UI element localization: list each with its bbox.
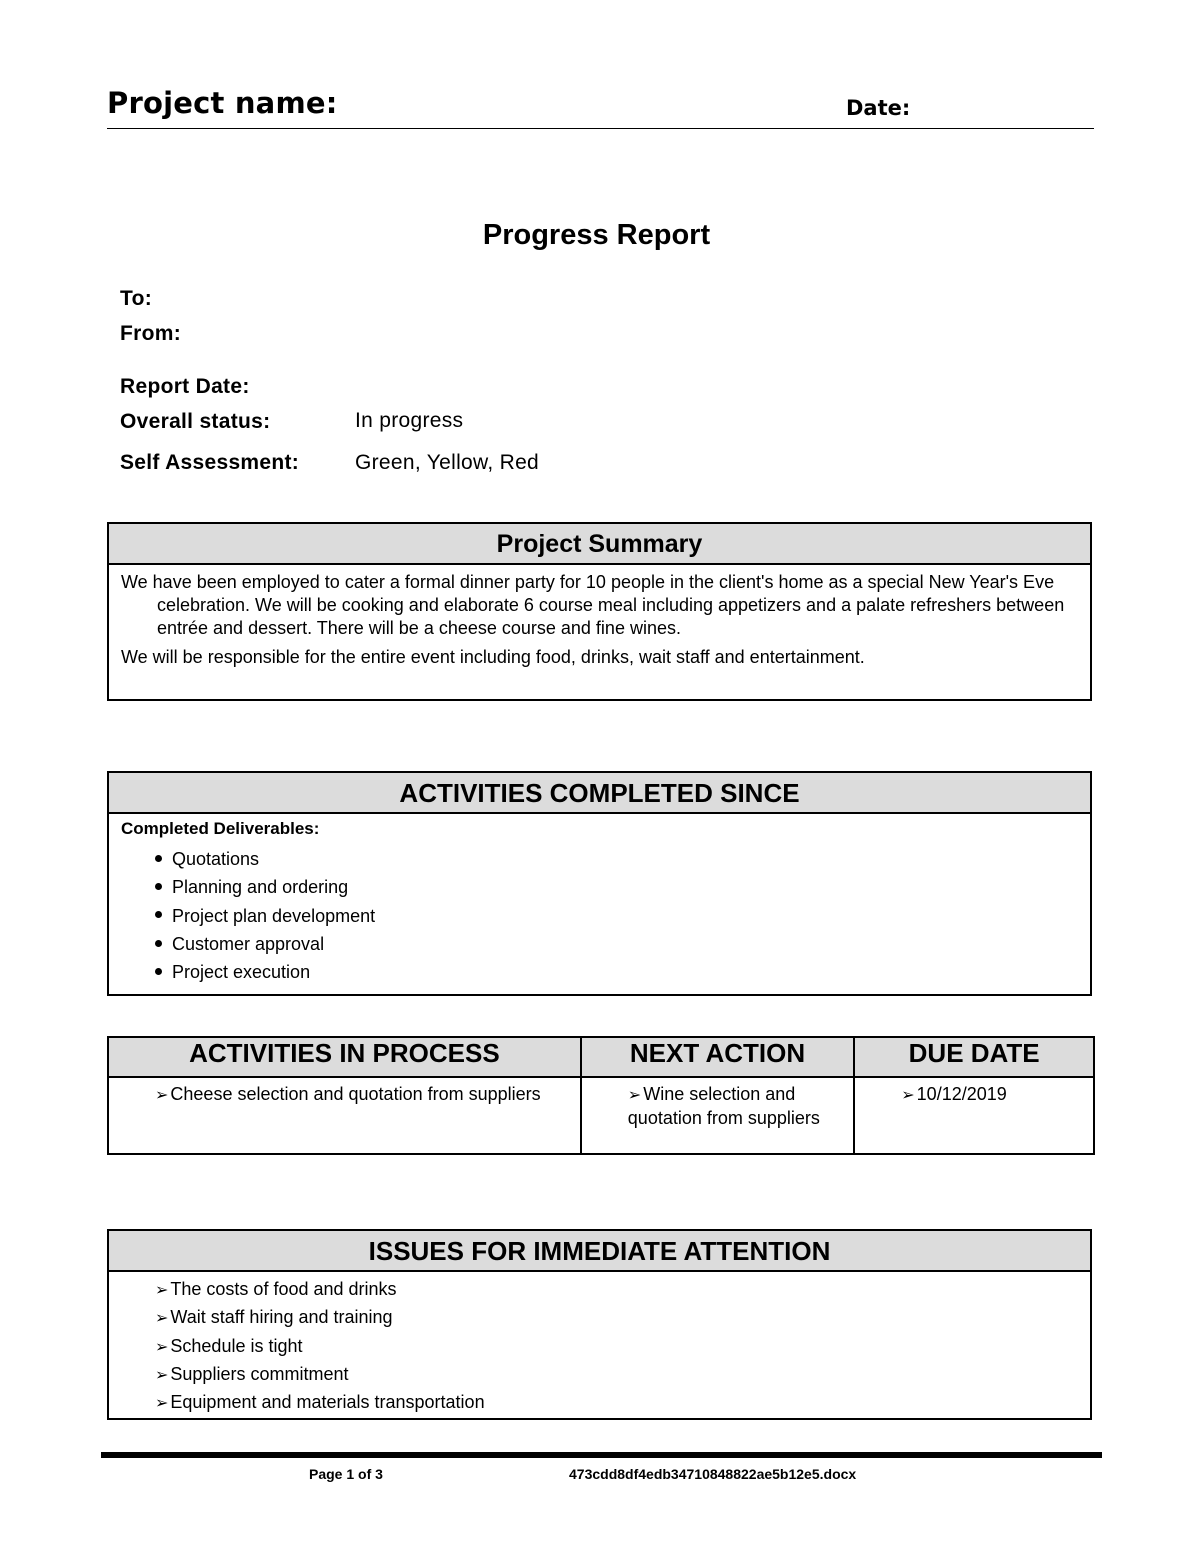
- issues-heading: ISSUES FOR IMMEDIATE ATTENTION: [109, 1231, 1090, 1272]
- header-divider: [107, 128, 1094, 129]
- issues-box: [107, 1229, 1092, 1420]
- list-item: ➢ Equipment and materials transportation: [155, 1392, 485, 1413]
- list-item: ➢ Suppliers commitment: [155, 1363, 349, 1384]
- arrow-bullet-icon: ➢: [155, 1087, 169, 1104]
- issues-list: [155, 1275, 485, 1416]
- table-cell: ➢ Wine selection and quotation from suppliers: [581, 1077, 854, 1154]
- arrow-bullet-icon: ➢: [155, 1395, 169, 1413]
- bullet-icon: [155, 940, 162, 947]
- project-summary-box: [107, 522, 1092, 701]
- bullet-icon: [155, 911, 162, 918]
- list-item: Planning and ordering: [155, 873, 375, 901]
- column-header: DUE DATE: [854, 1037, 1094, 1077]
- page-number: Page 1 of 3: [309, 1466, 383, 1482]
- list-item: ➢ Wait staff hiring and training: [155, 1307, 393, 1328]
- bullet-icon: [155, 968, 162, 975]
- footer-divider: [101, 1452, 1102, 1458]
- table-header-row: [108, 1037, 1094, 1077]
- summary-paragraph: We have been employed to cater a formal dinner party for 10 people in the client's home as a special New Year's Eve celebration. We will be cooking and elaborate 6 course meal including appetizers and a palate refreshers between entrée and dessert. There will be a cheese course and fine wines.: [121, 572, 1065, 638]
- arrow-bullet-icon: ➢: [155, 1310, 169, 1328]
- activities-completed-box: [107, 771, 1092, 996]
- bullet-icon: [155, 855, 162, 862]
- report-date-label: Report Date:: [120, 375, 250, 398]
- arrow-bullet-icon: ➢: [155, 1338, 169, 1356]
- completed-deliverables-label: Completed Deliverables:: [121, 819, 320, 838]
- self-assessment-value: Green, Yellow, Red: [355, 451, 540, 474]
- arrow-bullet-icon: ➢: [155, 1366, 169, 1384]
- activities-completed-heading: ACTIVITIES COMPLETED SINCE: [109, 773, 1090, 814]
- arrow-bullet-icon: ➢: [155, 1282, 169, 1299]
- date-label: Date:: [846, 96, 911, 120]
- list-item: Quotations: [155, 845, 375, 873]
- project-summary-heading: Project Summary: [109, 524, 1090, 565]
- self-assessment-label: Self Assessment:: [120, 451, 300, 474]
- table-cell: ➢ Cheese selection and quotation from suppliers: [108, 1077, 581, 1154]
- activities-in-process-table: [107, 1036, 1095, 1155]
- list-item: Project plan development: [155, 902, 375, 930]
- table-cell: ➢ 10/12/2019: [854, 1077, 1094, 1154]
- list-item: ➢ Schedule is tight: [155, 1335, 303, 1356]
- list-item: Customer approval: [155, 930, 375, 958]
- to-label: To:: [120, 287, 152, 310]
- page-title: Progress Report: [482, 219, 711, 251]
- project-name-label: Project name:: [107, 86, 338, 120]
- list-item: ➢ The costs of food and drinks: [155, 1279, 397, 1299]
- column-header: ACTIVITIES IN PROCESS: [108, 1037, 581, 1077]
- file-name: 473cdd8df4edb34710848822ae5b12e5.docx: [569, 1466, 857, 1482]
- from-label: From:: [120, 322, 181, 345]
- table-row: [108, 1077, 1094, 1154]
- project-summary-body: [109, 565, 1090, 669]
- list-item: Project execution: [155, 958, 375, 986]
- arrow-bullet-icon: ➢: [901, 1087, 915, 1104]
- overall-status-value: In progress: [355, 409, 464, 432]
- column-header: NEXT ACTION: [581, 1037, 854, 1077]
- bullet-icon: [155, 883, 162, 890]
- overall-status-label: Overall status:: [120, 410, 271, 433]
- arrow-bullet-icon: ➢: [627, 1087, 642, 1104]
- completed-deliverables-list: [155, 845, 375, 986]
- summary-paragraph: We will be responsible for the entire event including food, drinks, wait staff and entertainment.: [121, 647, 865, 667]
